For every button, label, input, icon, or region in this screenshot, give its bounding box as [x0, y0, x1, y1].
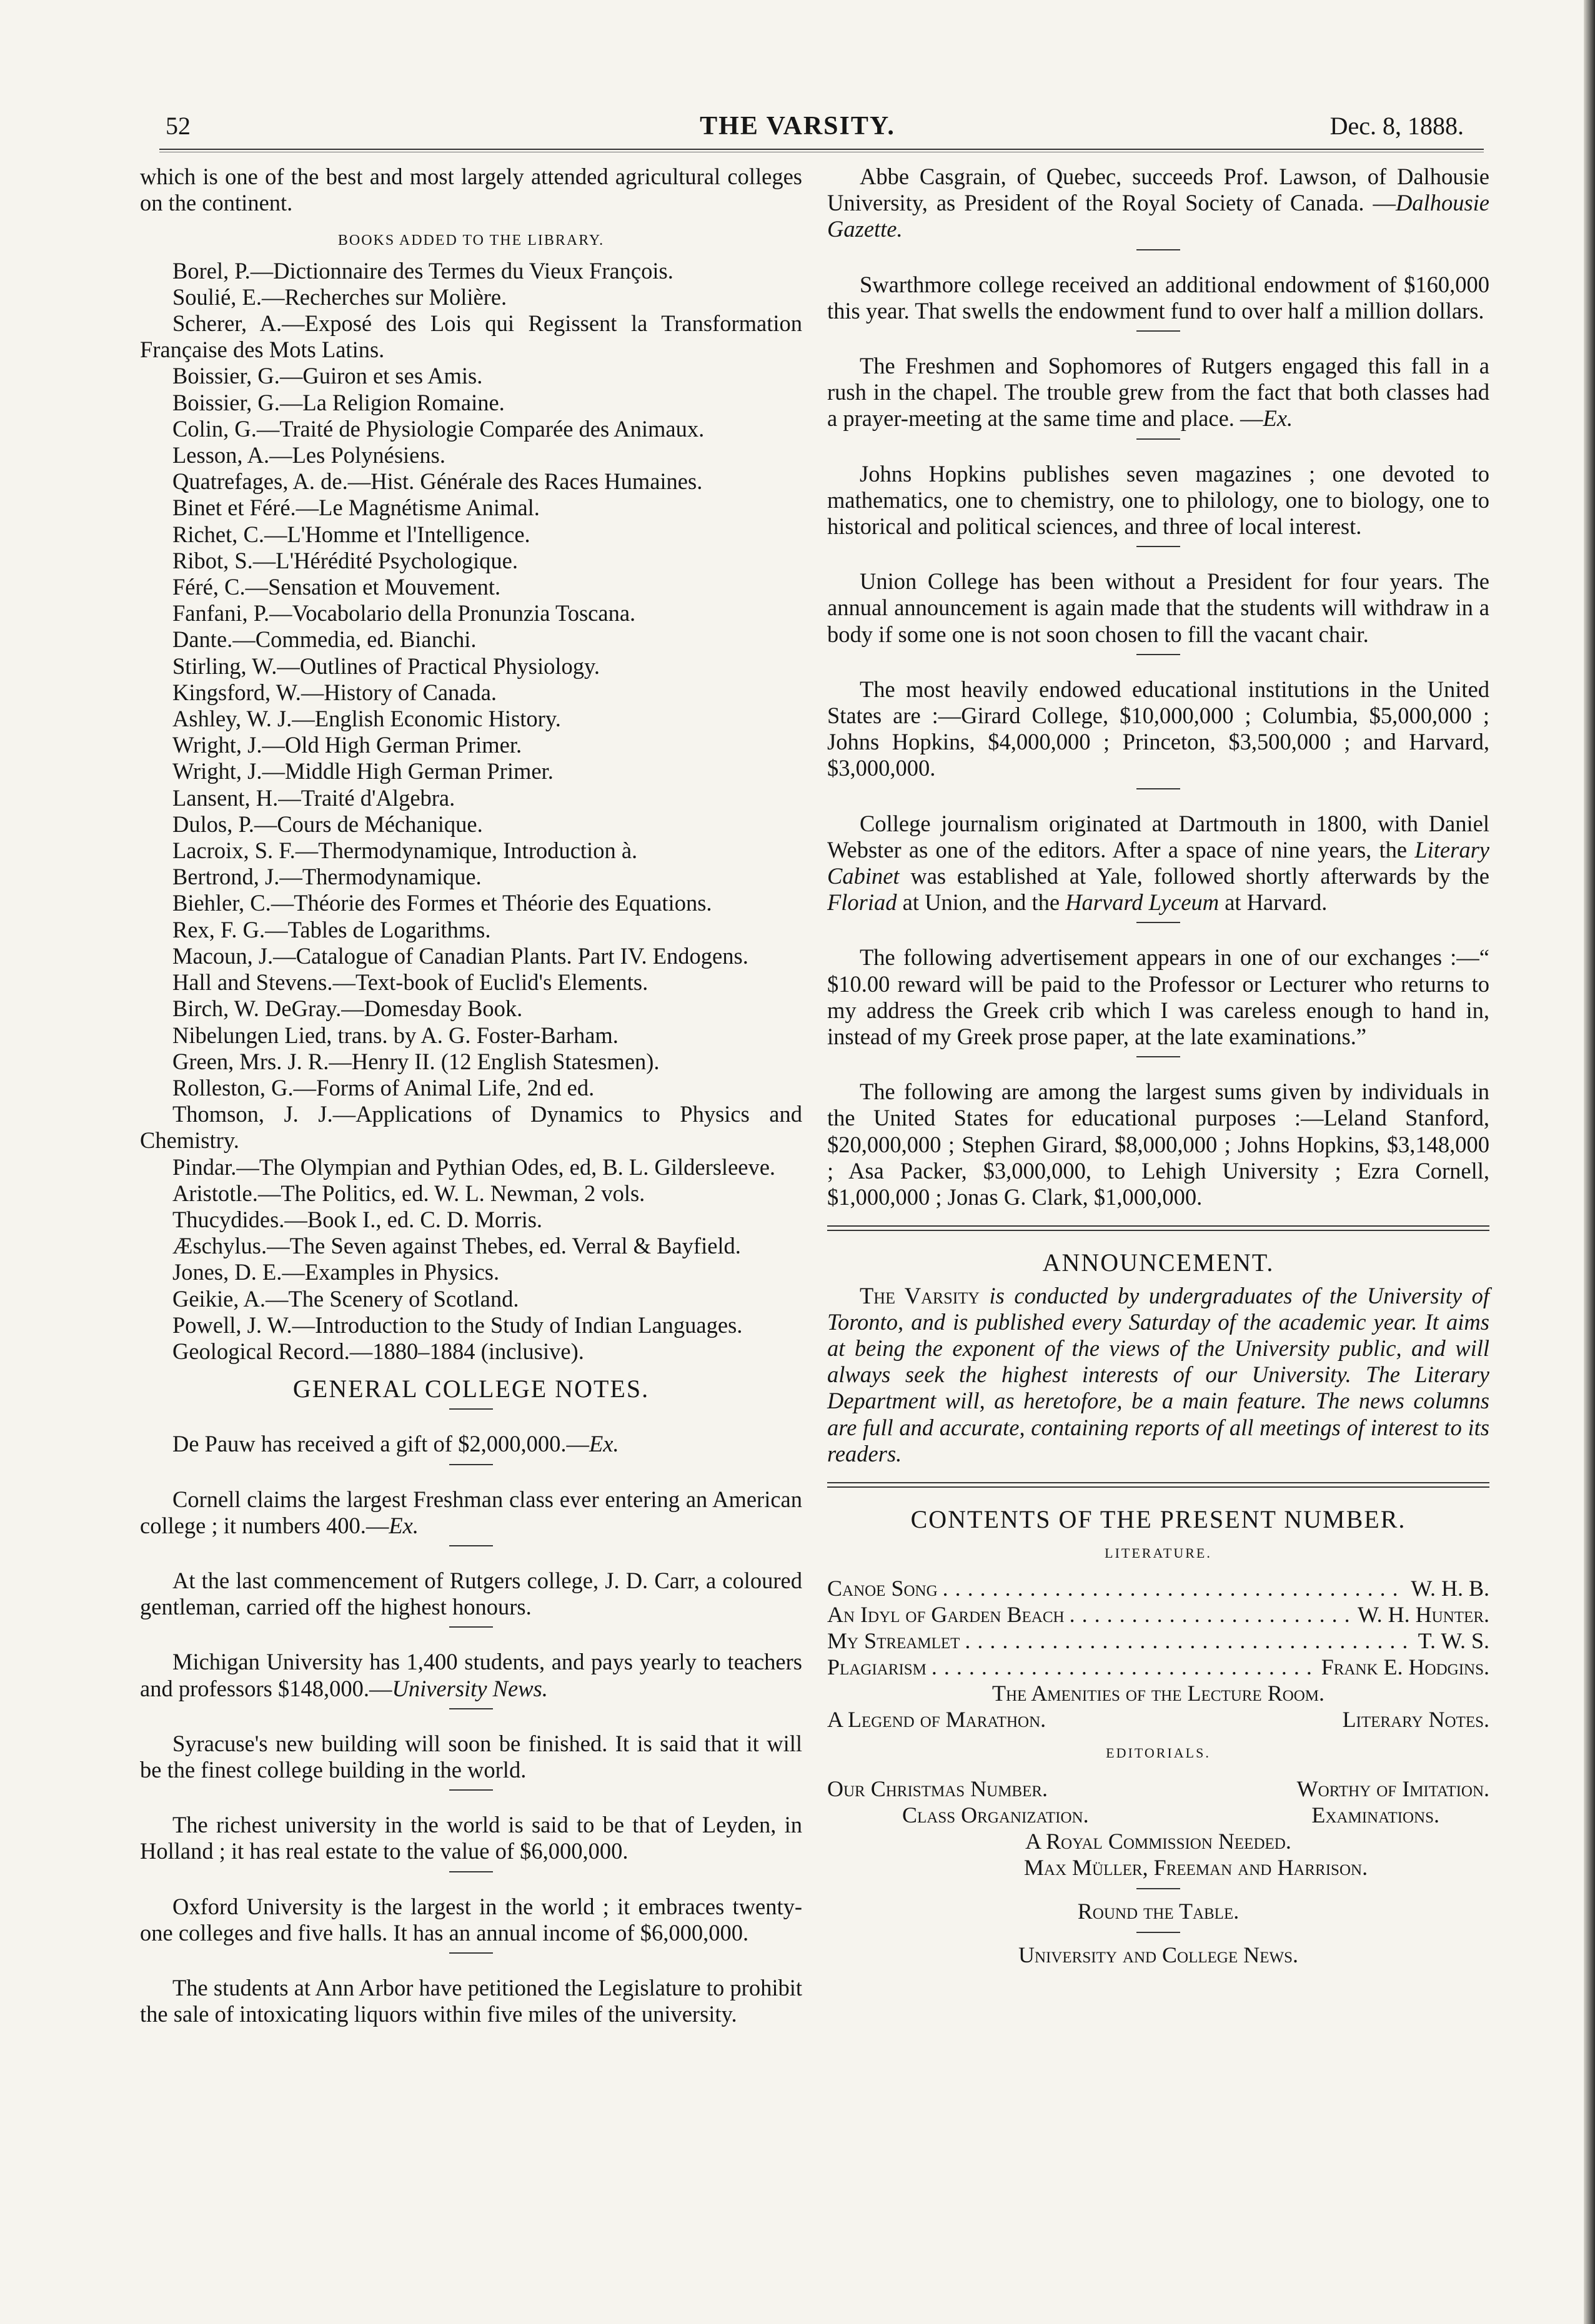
- list-item: Ribot, S.—L'Hérédité Psychologique.: [172, 547, 519, 573]
- divider: [1136, 330, 1180, 332]
- list-item: Colin, G.—Traité de Physiologie Comparée des Animaux.: [172, 415, 705, 442]
- divider: [449, 1952, 493, 1954]
- toc-title: Worthy of Imitation.: [1296, 1776, 1489, 1801]
- note-text: Syracuse's new building will soon be finished. It is said that it will be the finest college building in the world.: [140, 1730, 802, 1783]
- toc-title: An Idyl of Garden Beach: [827, 1602, 1065, 1628]
- text-run: was established at Yale, followed shortly afterwards by the: [899, 863, 1489, 889]
- divider: [1136, 1888, 1180, 1889]
- note-paragraph: [827, 353, 1489, 432]
- toc-title: Class Organization.: [902, 1802, 1089, 1827]
- list-item: Powell, J. W.—Introduction to the Study of Indian Languages.: [172, 1312, 743, 1338]
- announcement-text: is conducted by undergraduates of the University of Toronto, and is published every Saturday of the academic year. It aims at being the exponent of the views of the University public, and will always seek the highest interests of our University. The Literary Department will, as heretofore, be a main feature. The news columns are full and accurate, containing reports of all meetings of interest to its readers.: [827, 1282, 1489, 1466]
- note-text: Swarthmore college received an additional endowment of $160,000 this year. That swells the endowment fund to over half a million dollars.: [827, 271, 1489, 324]
- divider: [449, 1408, 493, 1410]
- divider: [1136, 654, 1180, 655]
- note-paragraph: [140, 1649, 802, 1701]
- divider: [449, 1871, 493, 1872]
- toc-title: Canoe Song: [827, 1576, 938, 1601]
- list-item: Lansent, H.—Traité d'Algebra.: [172, 784, 455, 811]
- list-item: Binet et Féré.—Le Magnétisme Animal.: [172, 495, 540, 521]
- publication-name: Literary Cabinet: [827, 836, 1489, 889]
- toc-title: Examinations.: [1311, 1802, 1439, 1827]
- contents-heading: CONTENTS OF THE PRESENT NUMBER.: [910, 1505, 1406, 1533]
- list-item: Quatrefages, A. de.—Hist. Générale des Races Humaines.: [172, 468, 703, 495]
- divider: [449, 1626, 493, 1628]
- list-item: Lesson, A.—Les Polynésiens.: [172, 442, 445, 468]
- note-source: Dalhousie Gazette.: [827, 190, 1489, 242]
- toc-entry: [827, 1575, 1489, 1601]
- note-text: Abbe Casgrain, of Quebec, succeeds Prof. Lawson, of Dalhousie University, as President of the Royal Society of Canada. —: [827, 164, 1489, 216]
- note-paragraph: [827, 676, 1489, 782]
- list-item: Nibelungen Lied, trans. by A. G. Foster-Barham.: [172, 1022, 619, 1048]
- note-paragraph: [140, 1731, 802, 1783]
- note-paragraph: [140, 1431, 802, 1457]
- toc-entry: Max Müller, Freeman and Harrison.: [1023, 1854, 1368, 1880]
- note-paragraph: [827, 568, 1489, 648]
- leader-dots: [943, 1575, 1406, 1601]
- list-item: Dulos, P.—Cours de Méchanique.: [172, 811, 483, 837]
- list-item: Fanfani, P.—Vocabolario della Pronunzia Toscana.: [172, 600, 636, 626]
- list-item: Hall and Stevens.—Text-book of Euclid's Elements.: [172, 969, 648, 996]
- journalism-paragraph: [827, 811, 1489, 916]
- list-item: Pindar.—The Olympian and Pythian Odes, ed, B. L. Gildersleeve.: [172, 1154, 776, 1180]
- toc-entry: [827, 1776, 1489, 1802]
- toc-author: Frank E. Hodgins.: [1321, 1654, 1489, 1680]
- literature-heading: LITERATURE.: [1105, 1545, 1212, 1561]
- list-item: Féré, C.—Sensation et Mouvement.: [172, 574, 501, 600]
- list-item: Borel, P.—Dictionnaire des Termes du Vieux François.: [172, 257, 673, 284]
- toc-entry: University and College News.: [1018, 1942, 1299, 1967]
- note-text: At the last commencement of Rutgers college, J. D. Carr, a coloured gentleman, carried off the highest honours.: [140, 1567, 802, 1620]
- header-rule: [159, 149, 1484, 152]
- note-text: Michigan University has 1,400 students, and pays yearly to teachers and professors $148,000.—: [140, 1649, 802, 1701]
- note-source: Ex.: [589, 1431, 619, 1457]
- list-item: Thucydides.—Book I., ed. C. D. Morris.: [172, 1206, 543, 1232]
- announcement-paragraph: [827, 1283, 1489, 1467]
- divider: [1136, 249, 1180, 250]
- left-column: [140, 164, 802, 2027]
- toc-title: A Legend of Marathon.: [827, 1707, 1046, 1733]
- toc-title: Literary Notes.: [1342, 1707, 1489, 1733]
- list-item: Wright, J.—Old High German Primer.: [172, 732, 522, 758]
- note-text: De Pauw has received a gift of $2,000,000.—: [172, 1431, 589, 1457]
- list-item: Thomson, J. J.—Applications of Dynamics to Physics and Chemistry.: [140, 1101, 802, 1154]
- list-item: Richet, C.—L'Homme et l'Intelligence.: [172, 521, 530, 547]
- leader-dots: [1070, 1601, 1353, 1628]
- editorials-heading: EDITORIALS.: [1106, 1745, 1211, 1761]
- list-item: Kingsford, W.—History of Canada.: [172, 679, 497, 705]
- toc-author: T. W. S.: [1418, 1628, 1489, 1654]
- list-item: Rex, F. G.—Tables de Logarithms.: [172, 916, 491, 942]
- divider: [1136, 1932, 1180, 1933]
- largest-sums-paragraph: The following are among the largest sums given by individuals in the United States for educational purposes :—Leland Stanford, $20,000,000 ; Stephen Girard, $8,000,000 ; Johns Hopkins, $3,148,000 ; Asa Packer, $3,000,000, to Lehigh University ; Ezra Cornell, $1,000,000 ; Jonas G. Clark, $1,000,000.: [827, 1079, 1489, 1210]
- publication-name: Harvard Lyceum: [1065, 889, 1220, 916]
- announcement-heading: ANNOUNCEMENT.: [1042, 1249, 1275, 1277]
- note-paragraph: [827, 461, 1489, 540]
- double-rule: [827, 1225, 1489, 1231]
- note-paragraph: [140, 1486, 802, 1539]
- list-item: Bertrond, J.—Thermodynamique.: [172, 864, 482, 890]
- toc-entry: The Amenities of the Lecture Room.: [991, 1681, 1325, 1706]
- notes-heading: GENERAL COLLEGE NOTES.: [292, 1375, 650, 1403]
- note-source: University News.: [392, 1675, 548, 1701]
- list-item: Geikie, A.—The Scenery of Scotland.: [172, 1285, 519, 1312]
- toc-entry: [827, 1706, 1489, 1733]
- note-text: The students at Ann Arbor have petitioned the Legislature to prohibit the sale of intoxicating liquors within five miles of the university.: [140, 1974, 802, 2027]
- divider: [449, 1545, 493, 1546]
- issue-date: Dec. 8, 1888.: [1329, 112, 1464, 140]
- toc-author: W. H. B.: [1411, 1576, 1489, 1601]
- toc-entry: [827, 1802, 1489, 1828]
- list-item: Biehler, C.—Théorie des Formes et Théorie des Equations.: [172, 890, 712, 916]
- divider: [1136, 788, 1180, 789]
- right-column: [827, 164, 1489, 1968]
- toc-entry: A Royal Commission Needed.: [1025, 1828, 1291, 1854]
- list-item: Jones, D. E.—Examples in Physics.: [172, 1259, 500, 1285]
- list-item: Boissier, G.—La Religion Romaine.: [172, 389, 505, 415]
- list-item: Ashley, W. J.—English Economic History.: [172, 706, 561, 732]
- books-heading: BOOKS ADDED TO THE LIBRARY.: [337, 232, 605, 249]
- toc-entry: [827, 1601, 1489, 1628]
- leader-dots: [932, 1654, 1316, 1680]
- note-paragraph: [827, 164, 1489, 243]
- toc-author: W. H. Hunter.: [1358, 1602, 1489, 1628]
- list-item: Green, Mrs. J. R.—Henry II. (12 English Statesmen).: [172, 1048, 660, 1074]
- divider: [449, 1708, 493, 1709]
- note-text: Union College has been without a President for four years. The annual announcement is again made that the students will withdraw in a body if some one is not soon chosen to fill the vacant chair.: [827, 568, 1489, 647]
- list-item: Stirling, W.—Outlines of Practical Physiology.: [172, 653, 600, 679]
- toc-entry: Round the Table.: [1077, 1898, 1240, 1924]
- masthead-title: THE VARSITY.: [700, 112, 895, 141]
- divider: [449, 1789, 493, 1791]
- note-paragraph: [140, 1568, 802, 1620]
- double-rule: [827, 1482, 1489, 1488]
- list-item: Soulié, E.—Recherches sur Molière.: [172, 284, 507, 310]
- text-run: at Harvard.: [1219, 889, 1328, 916]
- toc-title: My Streamlet: [827, 1628, 960, 1654]
- divider: [449, 1464, 493, 1465]
- note-text: The Freshmen and Sophomores of Rutgers engaged this fall in a rush in the chapel. The trouble grew from the fact that both classes had a prayer-meeting at the same time and place. —: [827, 353, 1489, 432]
- toc-entry: [827, 1628, 1489, 1654]
- varsity-name: The Varsity: [860, 1282, 980, 1308]
- note-text: Johns Hopkins publishes seven magazines ; one devoted to mathematics, one to chemistry, one to philology, one to biology, one to historical and political sciences, and three of local interest.: [827, 460, 1489, 540]
- note-source: Ex.: [389, 1512, 419, 1538]
- list-item: Boissier, G.—Guiron et ses Amis.: [172, 363, 483, 389]
- list-item: Rolleston, G.—Forms of Animal Life, 2nd ed.: [172, 1074, 595, 1100]
- page-number: 52: [166, 112, 191, 140]
- note-text: The richest university in the world is said to be that of Leyden, in Holland ; it has real estate to the value of $6,000,000.: [140, 1812, 802, 1864]
- divider: [1136, 1056, 1180, 1057]
- note-text: Cornell claims the largest Freshman class ever entering an American college ; it numbers 400.—: [140, 1486, 802, 1538]
- note-text: Oxford University is the largest in the world ; it embraces twenty-one colleges and five halls. It has an annual income of $6,000,000.: [140, 1893, 802, 1946]
- note-text: The most heavily endowed educational institutions in the United States are :—Girard College, $10,000,000 ; Columbia, $5,000,000 ; Johns Hopkins, $4,000,000 ; Princeton, $3,500,000 ; and Harvard, $3,000,000.: [827, 676, 1489, 781]
- note-paragraph: [140, 1812, 802, 1864]
- note-paragraph: [827, 272, 1489, 324]
- list-item: Scherer, A.—Exposé des Lois qui Regissent la Transformation Française des Mots Latins.: [140, 310, 802, 363]
- intro-paragraph: which is one of the best and most largely attended agricultural colleges on the continent.: [140, 164, 802, 216]
- binding-edge: [1584, 0, 1595, 2324]
- divider: [1136, 546, 1180, 547]
- toc-entry: [827, 1654, 1489, 1680]
- books-list: [140, 258, 802, 1365]
- list-item: Æschylus.—The Seven against Thebes, ed. Verral & Bayfield.: [172, 1233, 741, 1259]
- note-source: Ex.: [1263, 405, 1293, 432]
- list-item: Dante.—Commedia, ed. Bianchi.: [172, 626, 477, 653]
- list-item: Macoun, J.—Catalogue of Canadian Plants. Part IV. Endogens.: [172, 942, 748, 969]
- list-item: Wright, J.—Middle High German Primer.: [172, 758, 554, 784]
- list-item: Lacroix, S. F.—Thermodynamique, Introduction à.: [172, 838, 638, 864]
- text-run: College journalism originated at Dartmouth in 1800, with Daniel Webster as one of the editors. After a space of nine years, the: [827, 810, 1489, 863]
- list-item: Geological Record.—1880–1884 (inclusive).: [172, 1338, 584, 1364]
- advert-paragraph: The following advertisement appears in one of our exchanges :—“ $10.00 reward will be paid to the Professor or Lecturer who returns to my address the Greek crib which I was careless enough to hand in, instead of my Greek prose paper, at the late examinations.”: [827, 944, 1489, 1050]
- publication-name: Floriad: [827, 889, 897, 916]
- note-paragraph: [140, 1975, 802, 2027]
- note-paragraph: [140, 1894, 802, 1946]
- list-item: Birch, W. DeGray.—Domesday Book.: [172, 996, 523, 1022]
- leader-dots: [965, 1628, 1413, 1654]
- divider: [1136, 922, 1180, 923]
- divider: [1136, 438, 1180, 440]
- toc-title: Plagiarism: [827, 1654, 927, 1680]
- toc-title: Our Christmas Number.: [827, 1776, 1048, 1801]
- list-item: Aristotle.—The Politics, ed. W. L. Newman, 2 vols.: [172, 1180, 645, 1206]
- text-run: at Union, and the: [897, 889, 1066, 916]
